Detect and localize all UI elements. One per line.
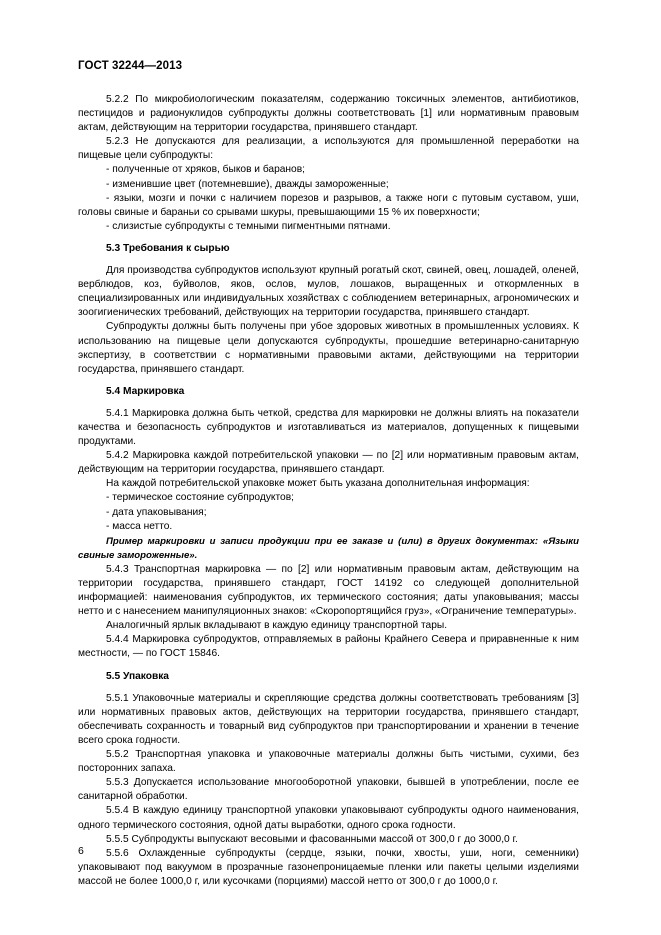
paragraph: Для производства субпродуктов используют крупный рогатый скот, свиней, овец, лошадей, оленей, верблюдов, коз, буйволов, яков, ослов, мулов, лошаков, выращенных и откормленных в специализированных или индивидуальных хозяйствах с соблюдением ветеринарных, агрономических и зоогигиенических требований, действующих на территории государства, принявшего стандарт. — [78, 265, 579, 319]
page-number: 6 — [78, 845, 84, 857]
document-body — [78, 93, 579, 889]
paragraph: - полученные от хряков, быков и баранов; — [106, 164, 305, 176]
paragraph: 5.4.1 Маркировка должна быть четкой, средства для маркировки не должны влиять на показатели качества и безопасность субпродуктов и изготавливаться из материалов, допущенных к пищевыми продуктами. — [78, 407, 579, 448]
paragraph: 5.5.5 Субпродукты выпускают весовыми и фасованными массой от 300,0 г до 3000,0 г. — [106, 833, 518, 845]
paragraph: - языки, мозги и почки с наличием порезов и разрывов, а также ноги с путовым суставом, уши, головы свиные и бараньи со срывами шкуры, превышающими 15 % их поверхности; — [78, 192, 579, 218]
paragraph: 5.4.4 Маркировка субпродуктов, отправляемых в районы Крайнего Севера и приравненные к ним местности, — по ГОСТ 15846. — [78, 634, 579, 660]
paragraph: - дата упаковывания; — [106, 506, 207, 518]
page-header: ГОСТ 32244—2013 — [78, 60, 183, 72]
paragraph: Субпродукты должны быть получены при убое здоровых животных в промышленных условиях. К использованию на пищевые цели допускаются субпродукты, прошедшие ветеринарно-санитарную экспертизу, в соответствии с нормативными правовыми актами, действующими на территории государства, принявшего стандарт. — [78, 321, 579, 375]
paragraph: 5.2.2 По микробиологическим показателям, содержанию токсичных элементов, антибиотиков, пестицидов и радионуклидов субпродукты должны соответствовать [1] или нормативным правовым актам, действующим на территории государства, принявшего стандарт. — [78, 94, 579, 134]
paragraph: 5.5.4 В каждую единицу транспортной упаковки упаковывают субпродукты одного наименования, одного термического состояния, одной даты выработки, одного срока годности. — [78, 805, 579, 831]
paragraph: 5.5.3 Допускается использование многооборотной упаковки, бывшей в употреблении, после ее санитарной обработки. — [78, 777, 579, 803]
paragraph: - слизистые субпродукты с темными пигментными пятнами. — [106, 220, 391, 232]
example-note: Пример маркировки и записи продукции при ее заказе и (или) в других документах: «Языки свиные замороженные». — [78, 535, 579, 561]
section-heading: 5.3 Требования к сырью — [106, 242, 230, 254]
paragraph: 5.4.3 Транспортная маркировка — по [2] или нормативным правовым актам, действующим на территории государства, принявшего стандарт, ГОСТ 14192 со следующей дополнительной информацией: наименования субпродуктов, их термического состояния; даты упаковывания; массы нетто и с нанесением манипуляционных знаков: «Скоропортящийся груз», «Ограничение температуры». — [78, 563, 579, 618]
paragraph: На каждой потребительской упаковке может быть указана дополнительная информация: — [106, 478, 530, 490]
paragraph: Аналогичный ярлык вкладывают в каждую единицу транспортной тары. — [106, 620, 448, 632]
section-heading: 5.5 Упаковка — [106, 670, 169, 682]
paragraph: 5.2.3 Не допускаются для реализации, а используются для промышленной переработки на пищевые цели субпродукты: — [78, 136, 579, 162]
paragraph: - термическое состояние субпродуктов; — [106, 492, 294, 504]
paragraph: 5.5.6 Охлажденные субпродукты (сердце, языки, почки, хвосты, уши, ноги, семенники) упаковывают под вакуумом в прозрачные газонепроницаемые пленки или пакеты целыми изделиями массой не более 1000,0 г, или кусочками (порциями) массой нетто от 300,0 г до 1000,0 г. — [78, 847, 579, 887]
paragraph: 5.5.2 Транспортная упаковка и упаковочные материалы должны быть чистыми, сухими, без посторонних запаха. — [78, 749, 579, 775]
paragraph: 5.4.2 Маркировка каждой потребительской упаковки — по [2] или нормативным правовым актам, действующим на территории государства, принявшего стандарт. — [78, 450, 579, 476]
section-heading: 5.4 Маркировка — [106, 385, 185, 397]
paragraph: 5.5.1 Упаковочные материалы и скрепляющие средства должны соответствовать требованиям [3] или нормативных правовых актов, действующих на территории государства, принявшего стандарт, обеспечивать сохранность и товарный вид субпродуктов при транспортировании и хранении в течение всего срока годности. — [78, 692, 579, 746]
paragraph: - масса нетто. — [106, 520, 173, 532]
paragraph: - изменившие цвет (потемневшие), дважды замороженные; — [106, 178, 389, 190]
